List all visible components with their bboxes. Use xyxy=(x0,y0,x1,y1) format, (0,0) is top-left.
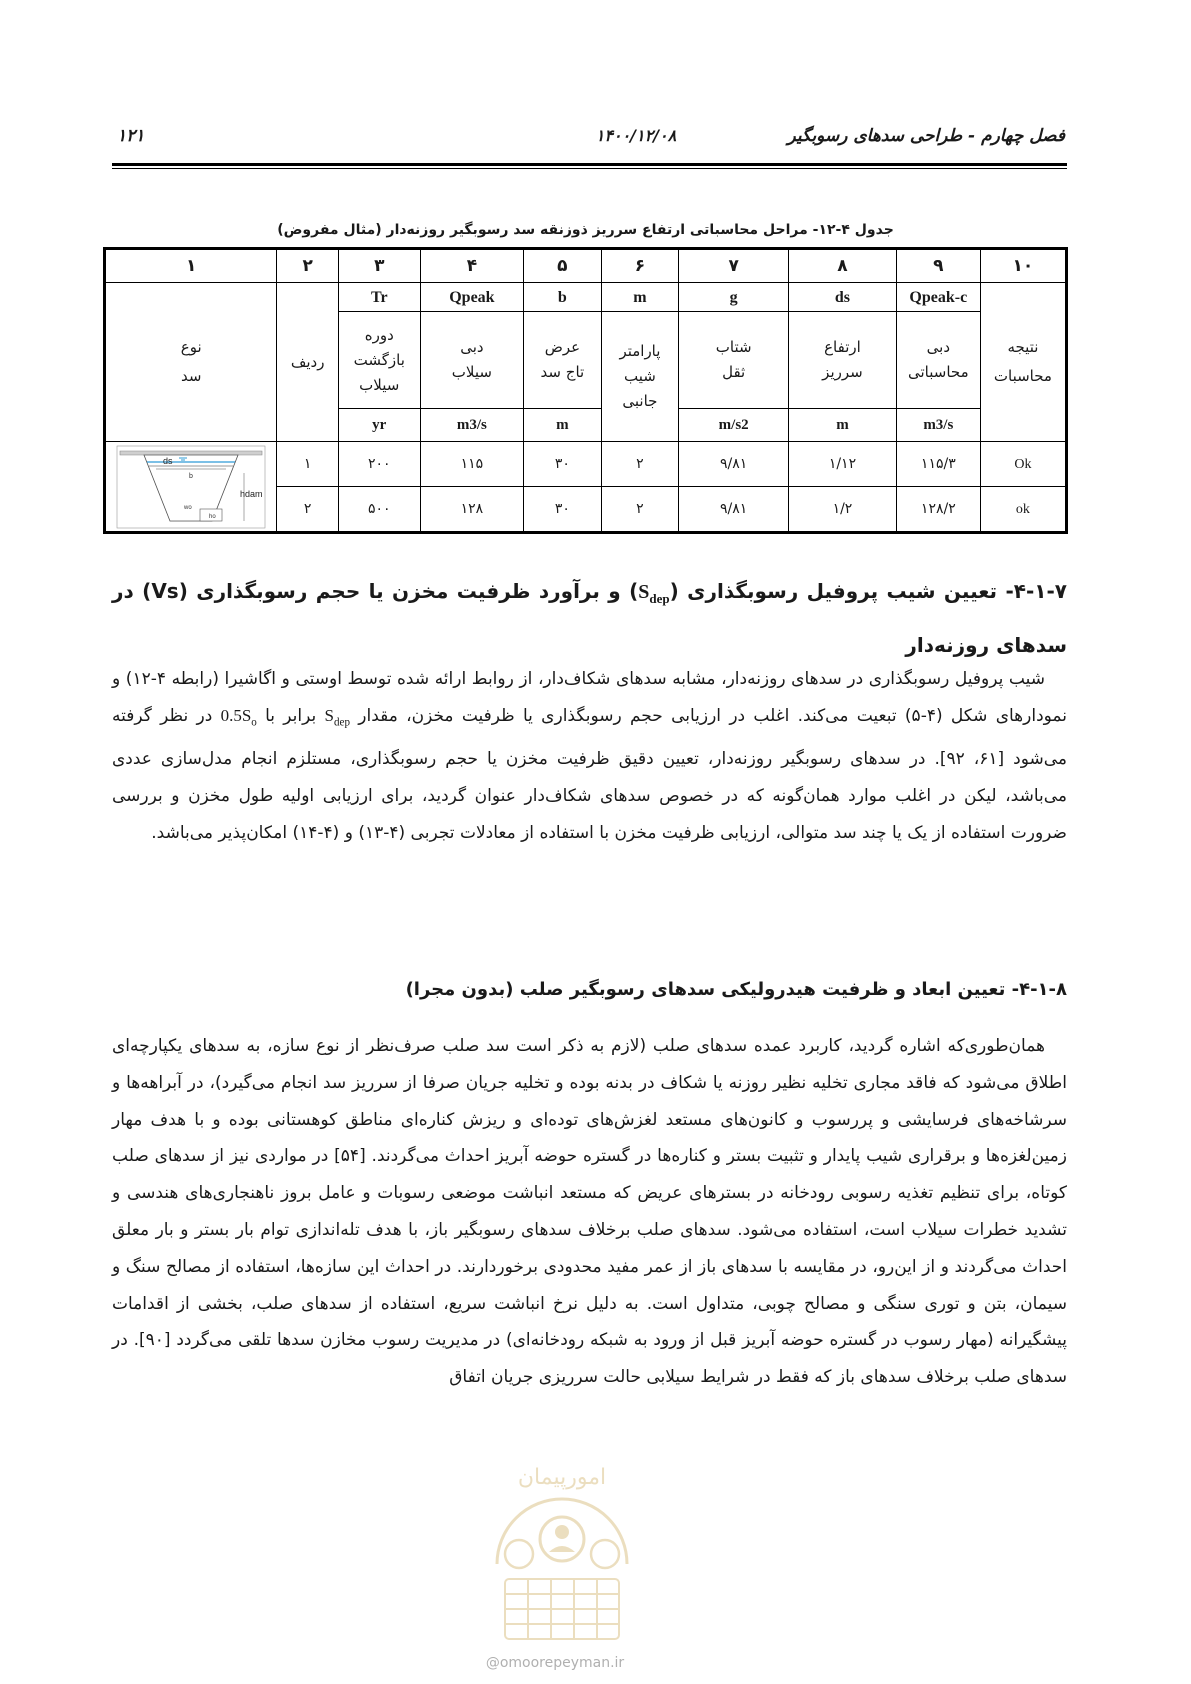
cell-ds: ۱/۱۲ xyxy=(789,442,897,487)
cell-b: ۳۰ xyxy=(524,487,602,533)
watermark-logo-text: امورپیمان xyxy=(517,1465,607,1490)
header-dam-type: نوع سد xyxy=(105,283,277,442)
header-crest-width: عرض تاج سد xyxy=(524,312,602,409)
page-number: ۱۲۱ xyxy=(117,126,145,146)
symbol-row xyxy=(105,283,1067,312)
table-caption: جدول ۴-۱۲- مراحل محاسباتی ارتفاع سرریز ذوزنقه سد رسوبگیر روزنه‌دار (مثال مفروض) xyxy=(277,222,894,238)
header-side-slope: پارامتر شیب جانبی xyxy=(601,312,679,442)
symbol-ds: ds xyxy=(789,283,897,312)
header-gravity: شتاب ثقل xyxy=(679,312,789,409)
cell-g: ۹/۸۱ xyxy=(679,442,789,487)
cell-g: ۹/۸۱ xyxy=(679,487,789,533)
cell-m: ۲ xyxy=(601,442,679,487)
header-date: ۱۴۰۰/۱۲/۰۸ xyxy=(595,126,677,145)
para1-sdep xyxy=(324,705,350,729)
heading-text-a: ۴-۱-۷- تعیین شیب پروفیل رسوبگذاری ( xyxy=(669,579,1067,603)
paragraph-rigid-dams xyxy=(112,1028,1067,1396)
col-number: ۱۰ xyxy=(980,249,1066,283)
section-heading-4-1-8: ۴-۱-۸- تعیین ابعاد و ظرفیت هیدرولیکی سدهای رسوبگیر صلب (بدون مجرا) xyxy=(405,979,1067,1000)
cell-result: ok xyxy=(980,487,1066,533)
unit-tr: yr xyxy=(338,409,420,442)
symbol-m: m xyxy=(601,283,679,312)
cell-result: Ok xyxy=(980,442,1066,487)
sdep-subscript: dep xyxy=(334,716,350,729)
col-number: ۲ xyxy=(277,249,338,283)
header-rule-thin xyxy=(112,168,1067,169)
symbol-tr: Tr xyxy=(338,283,420,312)
sketch-label-wo: wo xyxy=(184,504,192,511)
col-number: ۱ xyxy=(105,249,277,283)
symbol-qpeak-c: Qpeak-c xyxy=(896,283,980,312)
header-rule xyxy=(112,163,1067,166)
watermark-logo xyxy=(477,1444,647,1654)
symbol-b: b xyxy=(524,283,602,312)
header-row-index: ردیف xyxy=(277,283,338,442)
para1-s0 xyxy=(220,705,257,729)
col-number: ۶ xyxy=(601,249,679,283)
col-number: ۷ xyxy=(679,249,789,283)
cell-qpeak: ۱۲۸ xyxy=(420,487,523,533)
cell-qpeak-c: ۱۲۸/۲ xyxy=(896,487,980,533)
dam-cross-section-diagram xyxy=(116,445,266,529)
header-computed-discharge: دبی محاسباتی xyxy=(896,312,980,409)
para1-text-c: در نظر گرفته می‌شود [۶۱، ۹۲]. در سدهای رسوبگیر روزنه‌دار، تعیین دقیق ظرفیت مخزن یا حجم رسوبگذاری، مستلزم انجام مدل‌سازی عددی می‌باشد، لیکن در اغلب موارد همان‌گونه که در خصوص سدهای شکاف‌دار عنوان گردید، برای ارزیابی اولیه طول مخزن و بررسی ضرورت استفاده از یک یا چند سد متوالی، ارزیابی ظرفیت مخزن با استفاده از معادلات تجربی (۴-۱۳) و (۴-۱۴) امکان‌پذیر می‌باشد. xyxy=(112,705,1068,843)
symbol-g: g xyxy=(679,283,789,312)
cell-m: ۲ xyxy=(601,487,679,533)
col-number: ۳ xyxy=(338,249,420,283)
heading-text-b: ) و برآورد ظرفیت مخزن یا حجم رسوبگذاری (Vs) در سدهای روزنه‌دار xyxy=(112,579,1067,657)
sketch-label-hdam: hdam xyxy=(240,488,263,499)
cell-qpeak: ۱۱۵ xyxy=(420,442,523,487)
col-number: ۵ xyxy=(524,249,602,283)
s0-subscript: o xyxy=(251,716,257,729)
column-number-row xyxy=(105,249,1067,283)
para1-text-b: برابر با xyxy=(256,705,325,726)
sdep-symbol: S xyxy=(324,705,335,725)
section-heading-4-1-7 xyxy=(112,568,1067,668)
page-header xyxy=(117,126,1065,162)
symbol-qpeak: Qpeak xyxy=(420,283,523,312)
dam-sketch-cell xyxy=(105,442,277,533)
calculation-table xyxy=(103,247,1068,534)
sketch-label-ho: ho xyxy=(209,513,216,520)
para1-text-a: شیب پروفیل رسوبگذاری در سدهای روزنه‌دار، مشابه سدهای شکاف‌دار، از روابط ارائه شده توسط اوستی و اگاشیرا (رابطه ۴-۱۲) و نمودارهای شکل (۴-۵) تبعیت می‌کند. اغلب در ارزیابی حجم رسوبگذاری یا ظرفیت مخزن، مقدار xyxy=(112,669,1067,726)
unit-g: m/s2 xyxy=(679,409,789,442)
table-row xyxy=(105,442,1067,487)
col-number: ۹ xyxy=(896,249,980,283)
s0-symbol: 0.5S xyxy=(220,705,252,725)
paragraph-sediment-slope xyxy=(112,661,1067,851)
cell-qpeak-c: ۱۱۵/۳ xyxy=(896,442,980,487)
unit-qpeak: m3/s xyxy=(420,409,523,442)
col-number: ۴ xyxy=(420,249,523,283)
header-result: نتیجه محاسبات xyxy=(980,283,1066,442)
cell-row-index: ۱ xyxy=(277,442,338,487)
unit-ds: m xyxy=(789,409,897,442)
unit-b: m xyxy=(524,409,602,442)
heading-symbol: S xyxy=(638,581,650,603)
heading-subscript: dep xyxy=(649,591,670,606)
header-spillway-height: ارتفاع سرریز xyxy=(789,312,897,409)
cell-tr: ۵۰۰ xyxy=(338,487,420,533)
sketch-label-ds: ds xyxy=(163,455,173,466)
cell-row-index: ۲ xyxy=(277,487,338,533)
watermark-site: @omoorepeyman.ir xyxy=(485,1655,625,1671)
unit-qpeak-c: m3/s xyxy=(896,409,980,442)
para2-text: همان‌طوری‌که اشاره گردید، کاربرد عمده سدهای صلب (لازم به ذکر است سد صلب صرف‌نظر از نوع سازه، به سدهای یکپارچه‌ای اطلاق می‌شود که فاقد مجاری تخلیه نظیر روزنه یا شکاف در بدنه بوده و تخلیه جریان صرفا از سرریز سد انجام می‌گیرد)، در آبراهه‌ها و سرشاخه‌های فرسایشی و پررسوب و کانون‌های مستعد لغزش‌های توده‌ای و ریزش کناره‌ای مناطق کوهستانی بوده و با هدف مهار زمین‌لغزه‌ها و برقراری شیب پایدار و تثبیت بستر و کناره‌ها در گستره حوضه آبریز احداث می‌گردند. [۵۴] در مواردی نیز از سدهای صلب کوتاه، برای تنظیم تغذیه رسوبی رودخانه در بسترهای عریض که مستعد انباشت موضعی رسوبات و عامل بروز ناهنجاری‌های هندسی و تشدید خطرات سیلاب است، استفاده می‌شود. سدهای صلب برخلاف سدهای رسوبگیر باز، با هدف تله‌اندازی توام بار بستر و بار معلق احداث می‌گردند و از این‌رو، در مقایسه با سدهای باز از عمر مفید محدودی برخوردارند. در احداث این سازه‌ها، استفاده از مصالح سنگ و سیمان، بتن و توری سنگی و مصالح چوبی، متداول است. به دلیل نرخ انباشت سریع، استفاده از سدهای صلب، بخشی از اقدامات پیشگیرانه (مهار رسوب در گستره حوضه آبریز قبل از ورود به شبکه رودخانه‌ای) در مدیریت رسوب مخازن سدها تلقی می‌گردد [۹۰]. در سدهای صلب برخلاف سدهای باز که فقط در شرایط سیلابی حالت سرریزی جریان اتفاق xyxy=(112,1036,1067,1388)
header-return-period: دوره بازگشت سیلاب xyxy=(338,312,420,409)
chapter-title: فصل چهارم - طراحی سدهای رسوبگیر xyxy=(787,126,1065,146)
cell-tr: ۲۰۰ xyxy=(338,442,420,487)
col-number: ۸ xyxy=(789,249,897,283)
cell-b: ۳۰ xyxy=(524,442,602,487)
header-flood-discharge: دبی سیلاب xyxy=(420,312,523,409)
cell-ds: ۱/۲ xyxy=(789,487,897,533)
sketch-label-b: b xyxy=(189,472,194,480)
